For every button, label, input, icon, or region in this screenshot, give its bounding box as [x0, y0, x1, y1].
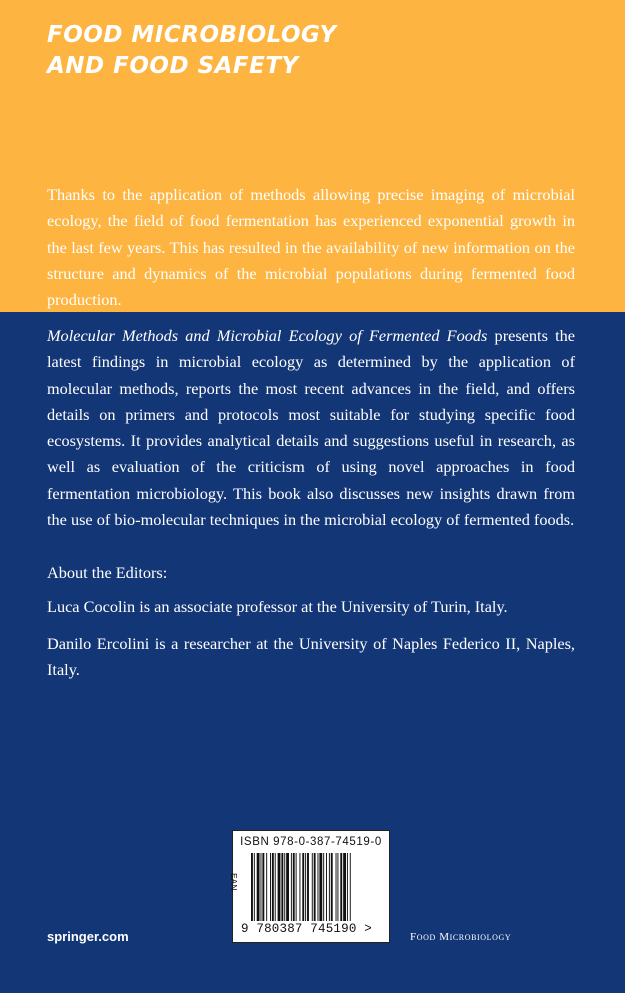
- barcode-bar: [312, 853, 313, 921]
- editor-1-bio: Luca Cocolin is an associate professor at the University of Turin, Italy.: [47, 597, 508, 616]
- barcode-bar: [323, 853, 324, 921]
- barcode-bar: [314, 853, 316, 921]
- main-paragraph-text: presents the latest findings in microbial ecology as determined by the application of molecular methods, reports the most recent advances in the field, and offers details on primers and protocols most suitable for studying specific food ecosystems. It provides analytical details and suggestions useful in research, as well as evaluation of the criticism of using novel approaches in food fermentation microbiology. This book also discusses new insights drawn from the use of bio-molecular techniques in the microbial ecology of fermented foods.: [47, 326, 575, 530]
- series-footer: Food Microbiology: [410, 931, 512, 943]
- barcode-bar: [331, 853, 333, 921]
- barcode-bar: [257, 853, 260, 921]
- barcode-bar: [302, 853, 304, 921]
- ean-digits: 9 780387 745190 >: [241, 922, 372, 936]
- barcode-bar: [266, 853, 267, 921]
- barcode-bar: [291, 853, 292, 921]
- barcode-bar: [350, 853, 351, 921]
- barcode-bar: [272, 853, 274, 921]
- barcode-bar: [326, 853, 327, 921]
- barcode-bar: [262, 853, 264, 921]
- barcode-bar: [347, 853, 348, 921]
- barcode-bar: [337, 853, 338, 921]
- barcode-bar: [329, 853, 330, 921]
- barcode-bar: [336, 853, 337, 921]
- isbn-text: ISBN 978-0-387-74519-0: [240, 836, 382, 848]
- series-title-line1: FOOD MICROBIOLOGY: [47, 22, 337, 48]
- editor-2-bio: Danilo Ercolini is a researcher at the University of Naples Federico II, Naples, Italy.: [47, 634, 575, 679]
- barcode-bar: [340, 853, 342, 921]
- publisher-url[interactable]: springer.com: [47, 929, 129, 944]
- barcode-bars: [251, 853, 383, 923]
- barcode-bar: [270, 853, 271, 921]
- main-paragraph: [47, 323, 575, 533]
- barcode-bar: [307, 853, 309, 921]
- barcode-bar: [281, 853, 283, 921]
- barcode-bar: [293, 853, 295, 921]
- ean-label: EAN: [229, 873, 239, 891]
- about-editors-heading: About the Editors:: [47, 563, 168, 582]
- barcode: [229, 830, 390, 943]
- barcode-bar: [286, 853, 289, 921]
- series-title-line2: AND FOOD SAFETY: [47, 53, 299, 79]
- book-title: Molecular Methods and Microbial Ecology of Fermented Foods: [47, 326, 488, 345]
- series-title: [47, 20, 547, 82]
- intro-paragraph: Thanks to the application of methods allowing precise imaging of microbial ecology, the field of food fermentation has experienced exponential growth in the last few years. This has resulted in the availability of new information on the structure and dynamics of the microbial populations during fermented food production.: [47, 185, 575, 310]
- barcode-bar: [319, 853, 322, 921]
- barcode-bar: [318, 853, 319, 921]
- barcode-bar: [251, 853, 253, 921]
- barcode-bar: [305, 853, 306, 921]
- barcode-bar: [296, 853, 297, 921]
- barcode-bar: [278, 853, 281, 921]
- barcode-bar: [343, 853, 346, 921]
- barcode-bar: [284, 853, 285, 921]
- barcode-bar: [275, 853, 276, 921]
- barcode-bar: [254, 853, 255, 921]
- barcode-bar: [261, 853, 262, 921]
- barcode-bar: [299, 853, 300, 921]
